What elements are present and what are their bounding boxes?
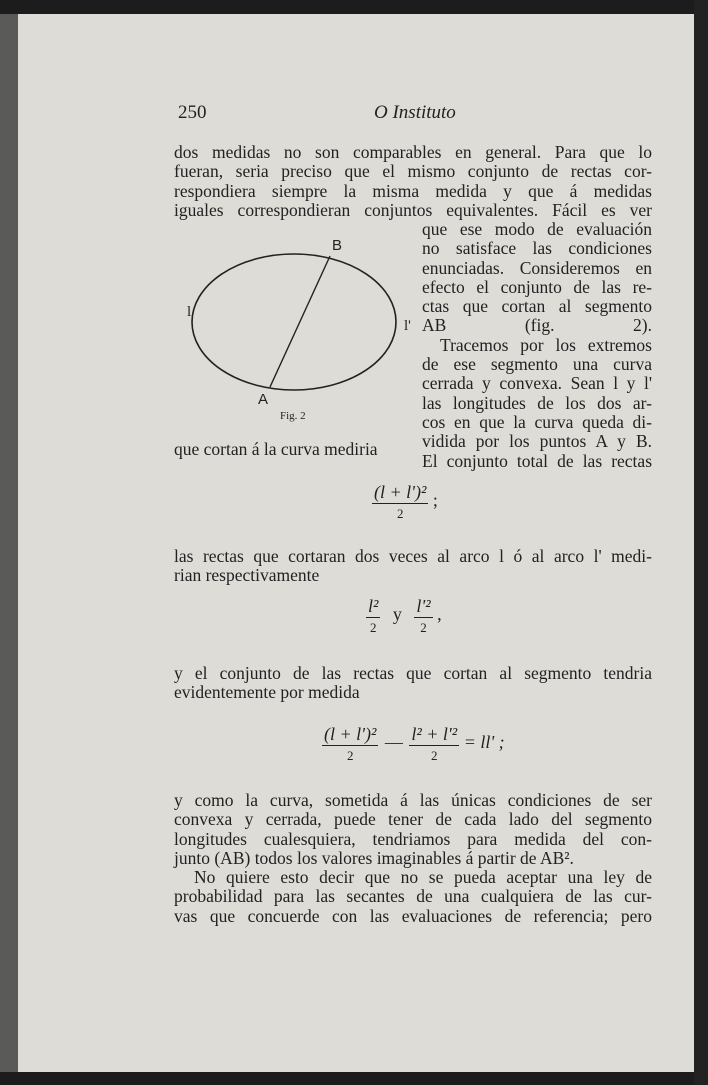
running-header — [178, 102, 648, 126]
text-line: y como la curva, sometida á las únicas condiciones de ser — [174, 790, 652, 810]
minus-sign: — — [384, 732, 403, 753]
label-l-prime: l' — [404, 318, 411, 334]
paragraph-4 — [174, 791, 652, 868]
text-line: convexa y cerrada, puede tener de cada lado del segmento — [174, 809, 652, 830]
text-line: dos medidas no son comparables en general. Para que lo — [174, 142, 652, 162]
text-line: que cortan á la curva mediria — [174, 439, 378, 459]
segment-AB — [270, 256, 330, 387]
denominator: 2 — [431, 748, 438, 763]
figure-caption: Fig. 2 — [280, 410, 306, 422]
label-A: A — [258, 391, 269, 408]
fraction — [366, 596, 380, 636]
denominator: 2 — [420, 620, 427, 635]
denominator: 2 — [396, 506, 404, 521]
paragraph-2 — [174, 547, 652, 586]
fraction — [409, 724, 459, 764]
conjunction: y — [392, 604, 402, 625]
text-line: y el conjunto de las rectas que cortan al segmento tendria — [174, 663, 652, 683]
text-line: cos en que la curva queda di- — [422, 411, 652, 432]
text-line: vas que concuerde con las evaluaciones de referencia; pero — [174, 905, 652, 926]
label-B: B — [332, 237, 343, 254]
text-line: iguales correspondieran conjuntos equivalentes. Fácil es ver — [174, 199, 652, 220]
book-spine-shadow — [0, 14, 18, 1072]
page-edge-shadow — [694, 0, 708, 1085]
formula-3 — [322, 724, 505, 764]
numerator: (l + l')² — [324, 724, 377, 744]
text-line: que ese modo de evaluación — [422, 219, 652, 239]
formula-1 — [372, 482, 438, 522]
numerator: l'² — [416, 596, 431, 616]
text-line: de ese segmento una curva — [422, 354, 652, 375]
text-line: no satisface las condiciones — [422, 238, 652, 259]
text-line: El conjunto total de las rectas — [422, 450, 652, 471]
text-line: No quiere esto decir que no se pueda aceptar una ley de — [194, 867, 652, 887]
line-after-figure — [174, 440, 652, 459]
text-line: vidida por los puntos A y B. — [422, 431, 652, 452]
paragraph-3 — [174, 664, 652, 703]
text-line: ctas que cortan al segmento — [422, 296, 652, 317]
text-line: las longitudes de los dos ar- — [422, 392, 652, 413]
numerator: l² — [368, 596, 379, 616]
fraction — [414, 596, 432, 636]
denominator: 2 — [369, 620, 377, 635]
figure-2 — [182, 230, 418, 430]
text-line: cerrada y convexa. Sean l y l' — [422, 373, 652, 394]
numerator: (l + l')² — [374, 482, 427, 502]
paragraph-5 — [174, 868, 652, 926]
formula-suffix: ; — [432, 490, 438, 511]
journal-title: O Instituto — [374, 102, 456, 123]
paragraph-1 — [174, 143, 652, 220]
text-line: las rectas que cortaran dos veces al arco l ó al arco l' medi- — [174, 546, 652, 566]
text-line: longitudes cualesquiera, tendriamos para medida del con- — [174, 828, 652, 849]
text-line: evidentemente por medida — [174, 682, 360, 703]
numerator: l² + l'² — [411, 724, 458, 744]
formula-suffix: , — [437, 604, 442, 625]
text-line: enunciadas. Consideremos en — [422, 257, 652, 278]
text-line: rian respectivamente — [174, 565, 320, 586]
closed-convex-curve — [192, 254, 396, 390]
text-line: AB (fig. 2). — [422, 315, 652, 336]
text-line: efecto el conjunto de las re- — [422, 276, 652, 297]
denominator: 2 — [346, 748, 354, 763]
text-line: respondiera siempre la misma medida y que á medidas — [174, 180, 652, 201]
fraction — [322, 724, 378, 764]
label-l: l — [187, 304, 192, 320]
fraction — [372, 482, 428, 522]
text-line: fueran, seria preciso que el mismo conjunto de rectas cor- — [174, 161, 652, 182]
text-line: junto (AB) todos los valores imaginables á partir de AB². — [174, 847, 574, 868]
text-line: Tracemos por los extremos — [440, 334, 652, 355]
formula-result: = ll' ; — [463, 732, 505, 753]
ellipse-figure — [182, 230, 418, 430]
text-line: probabilidad para las secantes de una cualquiera de las cur- — [174, 886, 652, 907]
right-column-text — [422, 220, 652, 471]
formula-2 — [366, 596, 442, 636]
page-number: 250 — [178, 102, 207, 123]
